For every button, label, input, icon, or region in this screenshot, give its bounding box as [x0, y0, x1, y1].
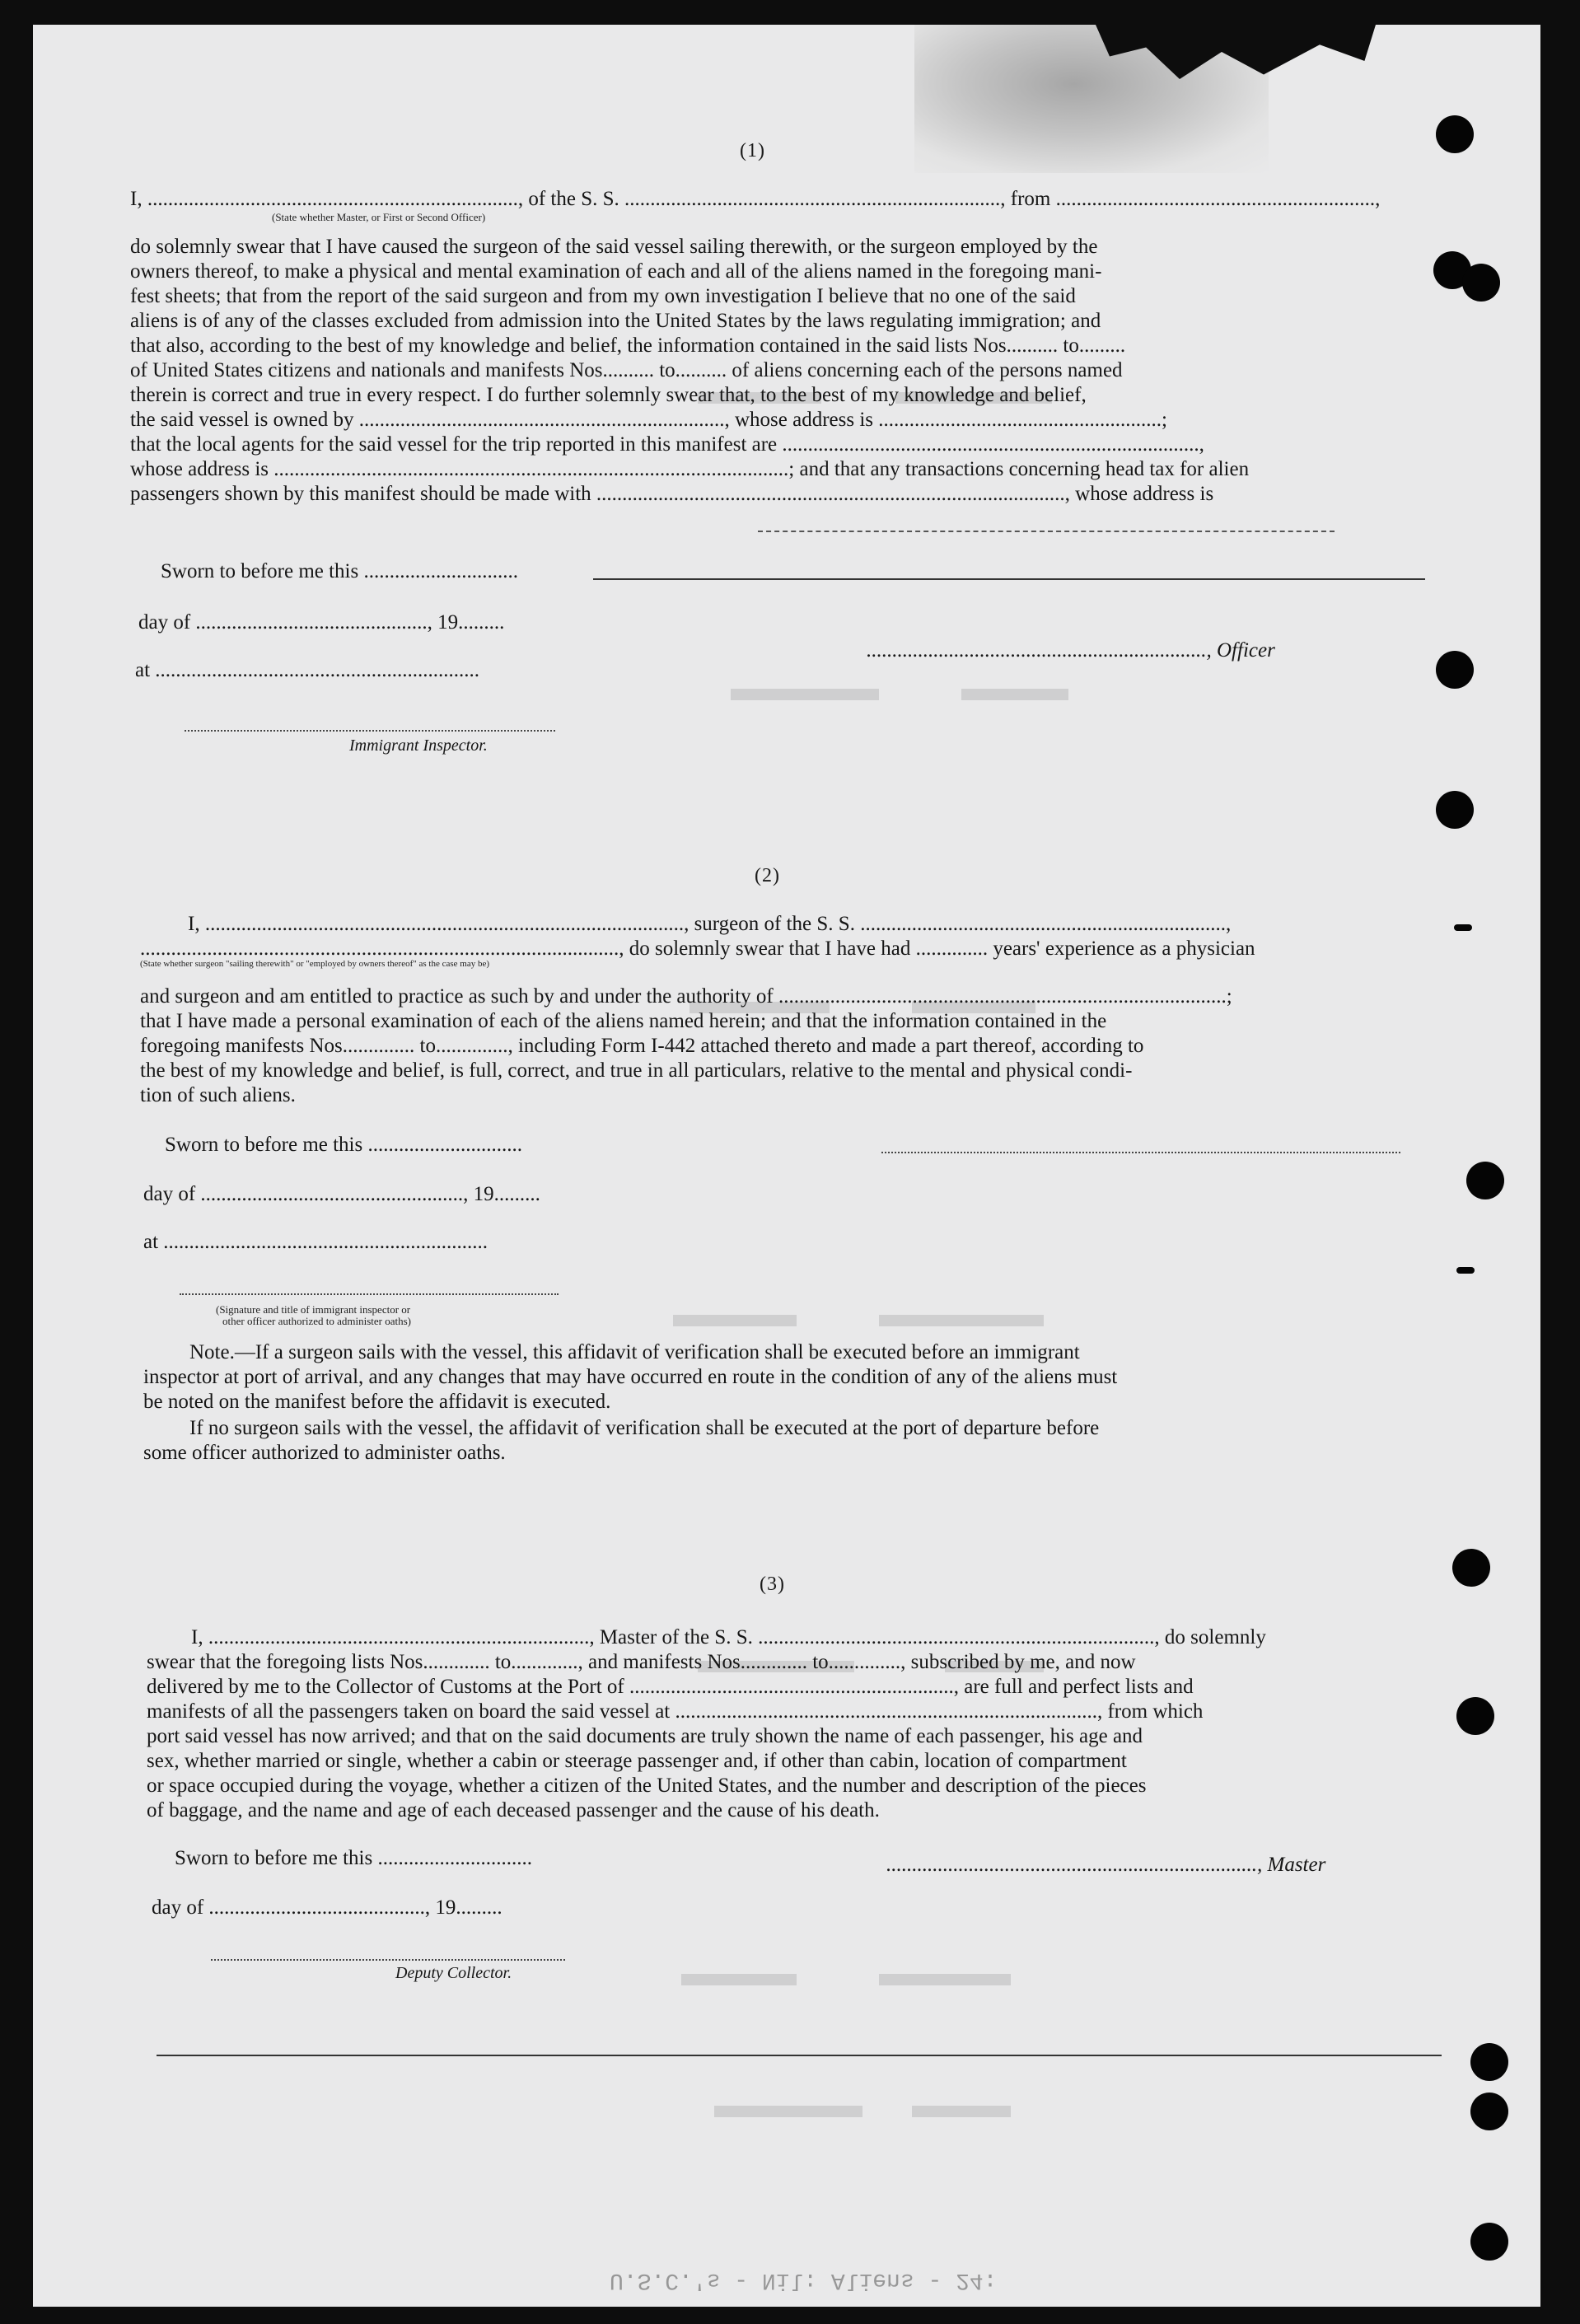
s1-sworn: Sworn to before me this .............................. — [161, 560, 518, 582]
section-3-number: (3) — [760, 1573, 785, 1595]
s3-line-7: or space occupied during the voyage, whether a citizen of the United States, and the number and description of the pieces — [147, 1775, 1147, 1797]
punch-hole — [1470, 2223, 1508, 2261]
s1-officer: .................................................................., Officer — [867, 639, 1275, 662]
punch-hole — [1456, 1697, 1494, 1735]
s3-sworn: Sworn to before me this .............................. — [175, 1847, 532, 1869]
s3-collector: Deputy Collector. — [395, 1964, 512, 1982]
punch-mark — [1456, 1267, 1475, 1274]
s1-name-note: (State whether Master, or First or Second Officer) — [272, 211, 486, 223]
s1-line-3: owners thereof, to make a physical and mental examination of each and all of the aliens named in the foregoing mani- — [130, 260, 1102, 283]
s2-note-2: inspector at port of arrival, and any changes that may have occurred en route in the condition of any of the aliens must — [143, 1366, 1118, 1388]
s2-line-6: the best of my knowledge and belief, is full, correct, and true in all particulars, relative to the mental and physical condi- — [140, 1059, 1133, 1082]
bleed-through-marks — [665, 222, 1406, 2117]
punch-hole — [1470, 2093, 1508, 2130]
s1-day: day of ............................................., 19......... — [138, 611, 505, 634]
s1-at: at ............................................................... — [135, 659, 480, 681]
s2-note-3: be noted on the manifest before the affidavit is executed. — [143, 1391, 611, 1413]
punch-hole — [1466, 1162, 1504, 1199]
s1-line-1: I, ........................................................................, of the S. S. ........................................................................., from .............................................................., — [130, 188, 1381, 210]
footer-code: U.S.C.'s - Nil: Aliens - 24: — [610, 2267, 998, 2293]
s2-sworn: Sworn to before me this .............................. — [165, 1134, 522, 1156]
section-1-number: (1) — [740, 140, 765, 161]
punch-hole — [1436, 651, 1474, 689]
s1-signature-rule — [593, 578, 1425, 580]
bottom-rule — [157, 2055, 1442, 2056]
s1-address-rule — [758, 531, 1335, 532]
s3-line-5: port said vessel has now arrived; and that on the said documents are truly shown the name of each passenger, his age and — [147, 1725, 1143, 1747]
punch-hole — [1470, 2043, 1508, 2081]
s1-line-5: aliens is of any of the classes excluded from admission into the United States by the laws regulating immigration; and — [130, 310, 1101, 332]
s2-note-1: Note.—If a surgeon sails with the vessel, this affidavit of verification shall be executed before an immigrant — [189, 1341, 1080, 1363]
s2-day: day of ..................................................., 19......... — [143, 1183, 540, 1205]
s2-line-2: ............................................................................................., do solemnly swear that I have had .............. years' experience as a physician — [140, 938, 1255, 960]
s2-inspector-rule — [180, 1293, 559, 1295]
section-2-number: (2) — [755, 865, 780, 886]
document-page — [33, 25, 1540, 2307]
punch-hole — [1452, 1549, 1490, 1587]
s3-master: ........................................................................, Master — [886, 1854, 1326, 1876]
s3-line-3: delivered by me to the Collector of Customs at the Port of ..............................................................., are full and perfect lists and — [147, 1676, 1194, 1698]
s1-inspector: Immigrant Inspector. — [349, 736, 488, 755]
s1-line-12: passengers shown by this manifest should be made with ..........................................................................................., whose address is — [130, 483, 1214, 505]
s3-line-8: of baggage, and the name and age of each deceased passenger and the cause of his death. — [147, 1799, 880, 1821]
s1-inspector-rule — [185, 730, 555, 732]
s3-line-1: I, .........................................................................., Master of the S. S. ............................................................................., do solemnly — [191, 1626, 1266, 1648]
punch-hole — [1462, 264, 1500, 302]
s3-collector-rule — [211, 1959, 565, 1961]
s1-line-4: fest sheets; that from the report of the said surgeon and from my own investigation I believe that no one of the said — [130, 285, 1076, 307]
s2-at: at ............................................................... — [143, 1231, 488, 1253]
s2-name-note: (State whether surgeon "sailing therewith" or "employed by owners thereof" as the case may be) — [140, 959, 490, 969]
punch-hole — [1436, 115, 1474, 153]
s1-line-11: whose address is ....................................................................................................; and that any transactions concerning head tax for alien — [130, 458, 1250, 480]
s2-line-1: I, ............................................................................................., surgeon of the S. S. ......................................................................., — [188, 913, 1232, 935]
s2-sig-note-1: (Signature and title of immigrant inspector or — [216, 1303, 411, 1316]
s2-line-7: tion of such aliens. — [140, 1084, 296, 1106]
s1-line-8: therein is correct and true in every respect. I do further solemnly swear that, to the best of my knowledge and belief, — [130, 384, 1087, 406]
s1-line-7: of United States citizens and nationals and manifests Nos.......... to.......... of aliens concerning each of the persons named — [130, 359, 1123, 381]
s3-line-6: sex, whether married or single, whether a cabin or steerage passenger and, if other than cabin, location of compartment — [147, 1750, 1127, 1772]
punch-hole — [1436, 791, 1474, 829]
s1-line-6: that also, according to the best of my knowledge and belief, the information contained in the said lists Nos.......... to......... — [130, 334, 1126, 357]
s3-day: day of .........................................., 19......... — [152, 1896, 503, 1919]
s2-line-4: that I have made a personal examination of each of the aliens named herein; and that the information contained in the — [140, 1010, 1107, 1032]
s3-line-2: swear that the foregoing lists Nos............. to............., and manifests Nos............. to.............., subscribed by me, and now — [147, 1651, 1136, 1673]
s1-line-9: the said vessel is owned by ......................................................................., whose address is .......................................................; — [130, 409, 1167, 431]
s1-line-10: that the local agents for the said vessel for the trip reported in this manifest are ................................................................................., — [130, 433, 1204, 456]
s3-line-4: manifests of all the passengers taken on board the said vessel at .................................................................................., from which — [147, 1700, 1204, 1723]
s2-line-3: and surgeon and am entitled to practice as such by and under the authority of .......................................................................................; — [140, 985, 1232, 1008]
s2-line-5: foregoing manifests Nos.............. to.............., including Form I-442 attached thereto and made a part thereof, according to — [140, 1035, 1144, 1057]
s2-sig-note-2: other officer authorized to administer oaths) — [222, 1315, 411, 1327]
s2-note-5: some officer authorized to administer oaths. — [143, 1442, 506, 1464]
s2-note-4: If no surgeon sails with the vessel, the affidavit of verification shall be executed at the port of departure before — [189, 1417, 1100, 1439]
s2-signature-rule — [881, 1152, 1400, 1153]
punch-mark — [1454, 924, 1472, 931]
s1-line-2: do solemnly swear that I have caused the surgeon of the said vessel sailing therewith, or the surgeon employed by the — [130, 236, 1098, 258]
